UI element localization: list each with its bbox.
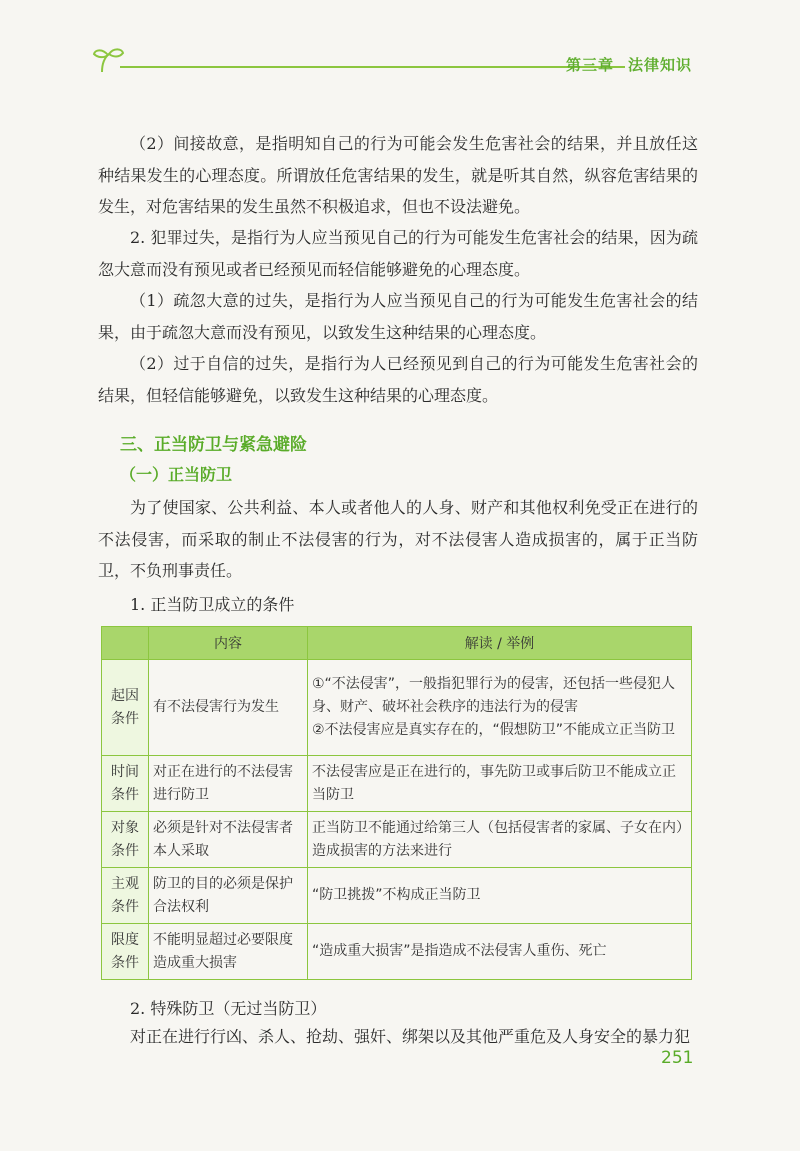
row-note: 正当防卫不能通过给第三人（包括侵害者的家属、子女在内）造成损害的方法来进行 [308,812,692,868]
row-content: 防卫的目的必须是保护合法权利 [149,868,308,924]
row-label: 限度 条件 [102,924,149,980]
table-row [102,868,692,924]
row-label: 主观 条件 [102,868,149,924]
sprout-icon [92,46,126,74]
table-row [102,660,692,756]
row-note: “防卫挑拨”不构成正当防卫 [308,868,692,924]
paragraph-indirect-intent: （2）间接故意，是指明知自己的行为可能会发生危害社会的结果，并且放任这种结果发生的心理态度。所谓放任危害结果的发生，就是听其自然，纵容危害结果的发生，对危害结果的发生虽然不积极追求，但也不设法避免。 [98,134,698,216]
row-note: “造成重大损害”是指造成不法侵害人重伤、死亡 [308,924,692,980]
paragraph-special-defense: 对正在进行行凶、杀人、抢劫、强奸、绑架以及其他严重危及人身安全的暴力犯 [130,1027,691,1046]
table-header-row [102,627,692,660]
table-header-cell: 内容 [149,627,308,660]
chapter-number: 第三章 [565,56,614,74]
item-special-defense-heading: 2. 特殊防卫（无过当防卫） [130,999,327,1018]
row-note: 不法侵害应是正在进行的，事先防卫或事后防卫不能成立正当防卫 [308,756,692,812]
row-content: 必须是针对不法侵害者本人采取 [149,812,308,868]
row-content: 对正在进行的不法侵害进行防卫 [149,756,308,812]
paragraph-overconfidence: （2）过于自信的过失，是指行为人已经预见到自己的行为可能发生危害社会的结果，但轻信能够避免，以致发生这种结果的心理态度。 [98,354,698,405]
paragraph-negligence: 2. 犯罪过失，是指行为人应当预见自己的行为可能发生危害社会的结果，因为疏忽大意而没有预见或者已经预见而轻信能够避免的心理态度。 [98,228,698,279]
paragraph-self-defense-intro: 为了使国家、公共利益、本人或者他人的人身、财产和其他权利免受正在进行的不法侵害，而采取的制止不法侵害的行为，对不法侵害人造成损害的，属于正当防卫，不负刑事责任。 [98,498,698,580]
header-rule [120,66,625,68]
chapter-heading [566,54,692,75]
row-content: 有不法侵害行为发生 [149,660,308,756]
row-label: 对象 条件 [102,812,149,868]
row-note: ①“不法侵害”，一般指犯罪行为的侵害，还包括一些侵犯人身、财产、破坏社会秩序的违法行为的侵害 ②不法侵害应是真实存在的，“假想防卫”不能成立正当防卫 [308,660,692,756]
table-row [102,812,692,868]
paragraph-careless-negligence: （1）疏忽大意的过失，是指行为人应当预见自己的行为可能发生危害社会的结果，由于疏忽大意而没有预见，以致发生这种结果的心理态度。 [98,291,698,342]
table-row [102,924,692,980]
page-header [92,42,692,82]
item-conditions-heading: 1. 正当防卫成立的条件 [130,595,295,614]
chapter-title: 法律知识 [627,56,692,74]
section-title: 三、正当防卫与紧急避险 [120,435,307,455]
page-number: 251 [661,1048,694,1068]
row-label: 时间 条件 [102,756,149,812]
conditions-table [101,626,692,980]
table-row [102,756,692,812]
table-header-cell: 解读 / 举例 [308,627,692,660]
row-content: 不能明显超过必要限度造成重大损害 [149,924,308,980]
table-header-cell [102,627,149,660]
row-label: 起因 条件 [102,660,149,756]
section-subtitle: （一）正当防卫 [120,465,233,484]
